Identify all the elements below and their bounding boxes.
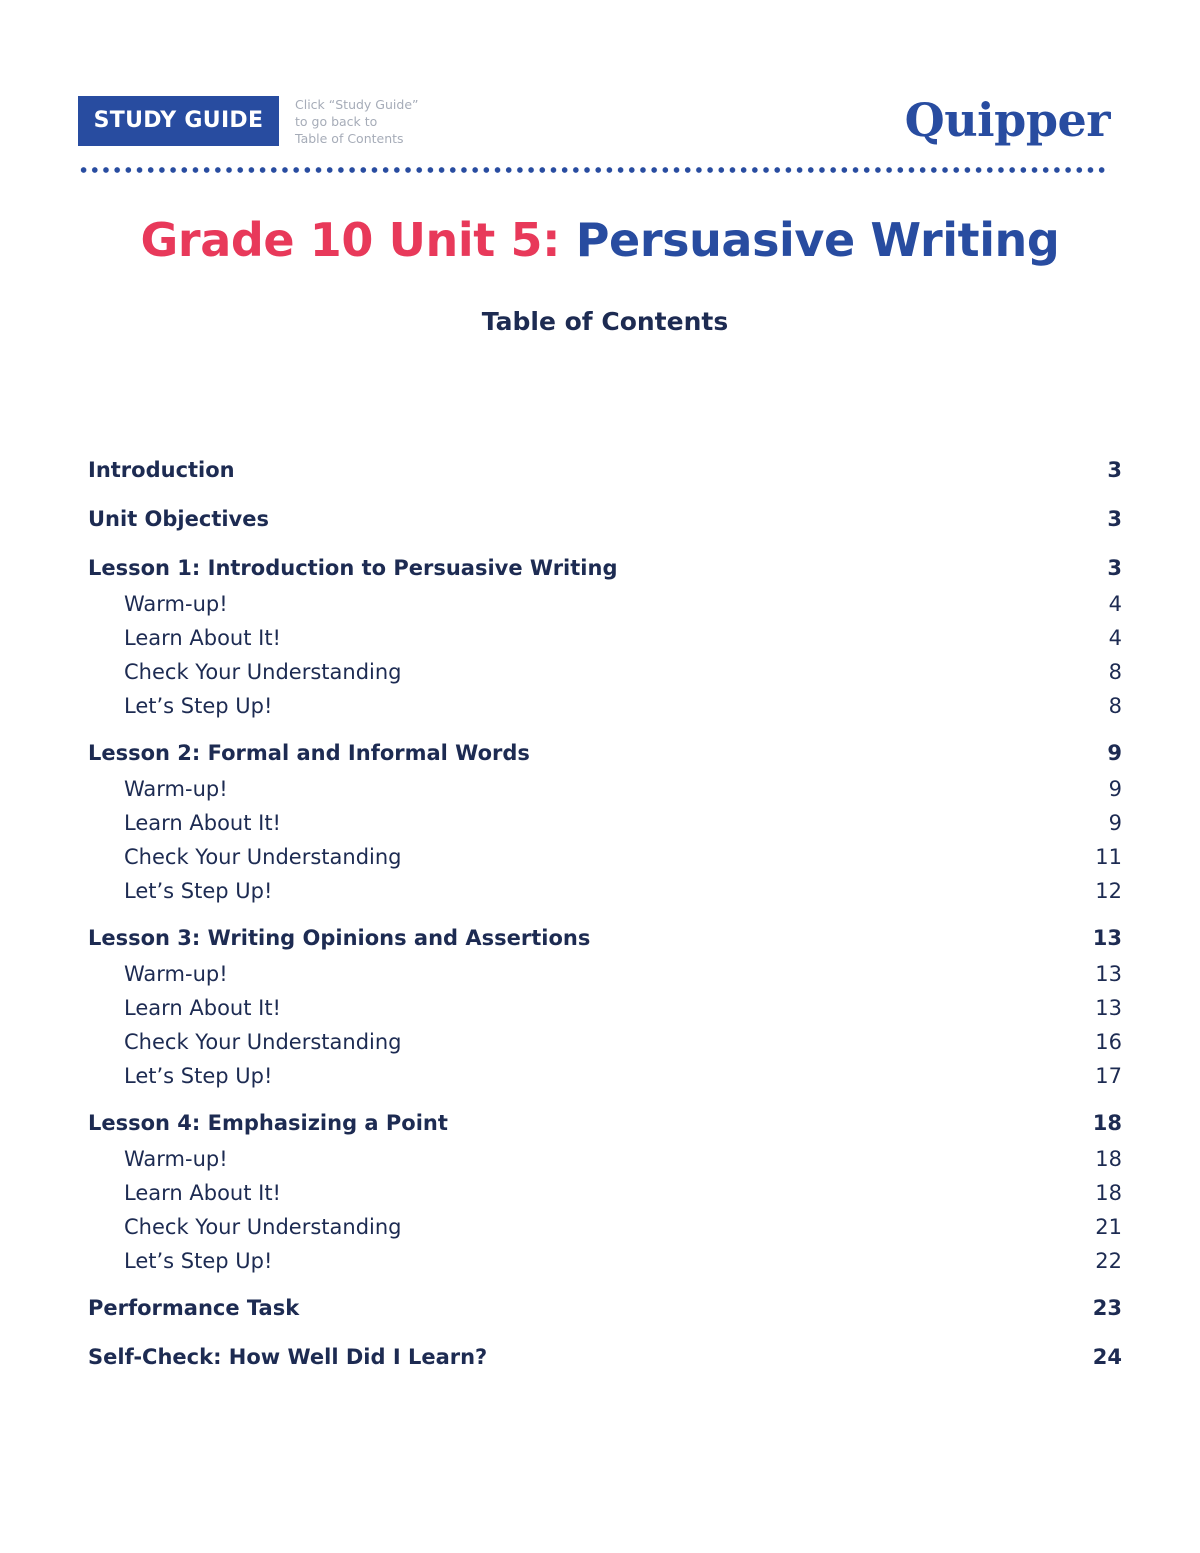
toc-entry[interactable] [88,1339,1122,1376]
toc-subentry[interactable] [88,1142,1122,1176]
toc-subentry-page: 17 [1095,1064,1122,1088]
toc-entry[interactable] [88,1290,1122,1327]
toc-entry[interactable] [88,550,1122,587]
toc-section [88,1105,1122,1278]
toc-subentry-page: 12 [1095,879,1122,903]
toc-entry[interactable] [88,735,1122,772]
toc-section [88,1339,1122,1376]
toc-entry[interactable] [88,1105,1122,1142]
toc-subentry[interactable] [88,1210,1122,1244]
toc-subentry[interactable] [88,621,1122,655]
toc-entry-page: 3 [1107,507,1122,531]
toc-subentry[interactable] [88,1176,1122,1210]
page-header [78,93,1110,148]
toc-subentry-page: 21 [1095,1215,1122,1239]
toc-entry-page: 24 [1092,1345,1122,1369]
toc-section [88,550,1122,723]
toc-entry-label: Lesson 3: Writing Opinions and Assertions [88,926,591,950]
toc-section [88,735,1122,908]
toc-entry-label: Lesson 2: Formal and Informal Words [88,741,530,765]
toc-subentry-page: 18 [1095,1147,1122,1171]
toc-subentry-label: Let’s Step Up! [124,879,273,903]
toc-subentry-label: Learn About It! [124,996,281,1020]
toc-heading: Table of Contents [481,307,729,336]
toc-subentry-label: Let’s Step Up! [124,1249,273,1273]
toc-subentry-label: Check Your Understanding [124,845,402,869]
toc-subentry-label: Let’s Step Up! [124,694,273,718]
toc-subentry[interactable] [88,1244,1122,1278]
toc-subentry-label: Learn About It! [124,1181,281,1205]
toc-subentry[interactable] [88,1025,1122,1059]
hint-line: to go back to [295,114,378,129]
toc-subentry-page: 13 [1095,962,1122,986]
toc-subentry[interactable] [88,772,1122,806]
toc-subentry-label: Warm-up! [124,962,228,986]
toc-entry[interactable] [88,501,1122,538]
toc-entry-page: 9 [1107,741,1122,765]
toc-entry[interactable] [88,920,1122,957]
hint-line: Click “Study Guide” [295,97,419,112]
toc-entry-page: 13 [1092,926,1122,950]
quipper-logo: Quipper [904,93,1110,147]
toc-subentry-page: 8 [1108,660,1122,684]
toc-subentry[interactable] [88,1059,1122,1093]
toc-subentry-page: 4 [1108,626,1122,650]
toc-entry-page: 3 [1107,556,1122,580]
toc-subentry[interactable] [88,957,1122,991]
toc-subentry-label: Warm-up! [124,1147,228,1171]
toc-subentry[interactable] [88,991,1122,1025]
toc-subentry-label: Warm-up! [124,777,228,801]
toc-subentry-page: 11 [1095,845,1122,869]
table-of-contents [88,452,1122,1388]
toc-subentry-page: 8 [1108,694,1122,718]
toc-subentry[interactable] [88,689,1122,723]
toc-subentry-label: Learn About It! [124,626,281,650]
toc-section [88,1290,1122,1327]
toc-subentry-page: 22 [1095,1249,1122,1273]
toc-section [88,501,1122,538]
study-guide-hint [295,96,475,147]
toc-entry-label: Performance Task [88,1296,300,1320]
toc-entry-label: Lesson 1: Introduction to Persuasive Writing [88,556,618,580]
toc-subentry-label: Check Your Understanding [124,1030,402,1054]
toc-subentry[interactable] [88,874,1122,908]
toc-subentry-page: 9 [1108,811,1122,835]
toc-subentry-label: Check Your Understanding [124,1215,402,1239]
title-topic: Persuasive Writing [575,213,1060,267]
toc-entry[interactable] [88,452,1122,489]
toc-subentry-label: Check Your Understanding [124,660,402,684]
toc-subentry-page: 9 [1108,777,1122,801]
toc-subentry[interactable] [88,840,1122,874]
toc-entry-label: Introduction [88,458,235,482]
toc-subentry-label: Let’s Step Up! [124,1064,273,1088]
toc-entry-page: 18 [1092,1111,1122,1135]
toc-subentry-page: 4 [1108,592,1122,616]
toc-entry-page: 23 [1092,1296,1122,1320]
page-title [0,210,1200,270]
toc-entry-label: Self-Check: How Well Did I Learn? [88,1345,488,1369]
hint-line: Table of Contents [295,131,404,146]
toc-section [88,920,1122,1093]
toc-subentry-label: Warm-up! [124,592,228,616]
toc-subentry[interactable] [88,587,1122,621]
toc-section [88,452,1122,489]
study-guide-button[interactable]: STUDY GUIDE [78,96,279,146]
toc-subentry-label: Learn About It! [124,811,281,835]
dotted-divider [78,166,1110,174]
toc-subentry[interactable] [88,806,1122,840]
toc-subentry-page: 13 [1095,996,1122,1020]
toc-subentry-page: 16 [1095,1030,1122,1054]
toc-entry-label: Unit Objectives [88,507,269,531]
toc-entry-label: Lesson 4: Emphasizing a Point [88,1111,448,1135]
title-grade-unit: Grade 10 Unit 5: [140,213,561,267]
toc-subentry[interactable] [88,655,1122,689]
toc-subentry-page: 18 [1095,1181,1122,1205]
toc-entry-page: 3 [1107,458,1122,482]
